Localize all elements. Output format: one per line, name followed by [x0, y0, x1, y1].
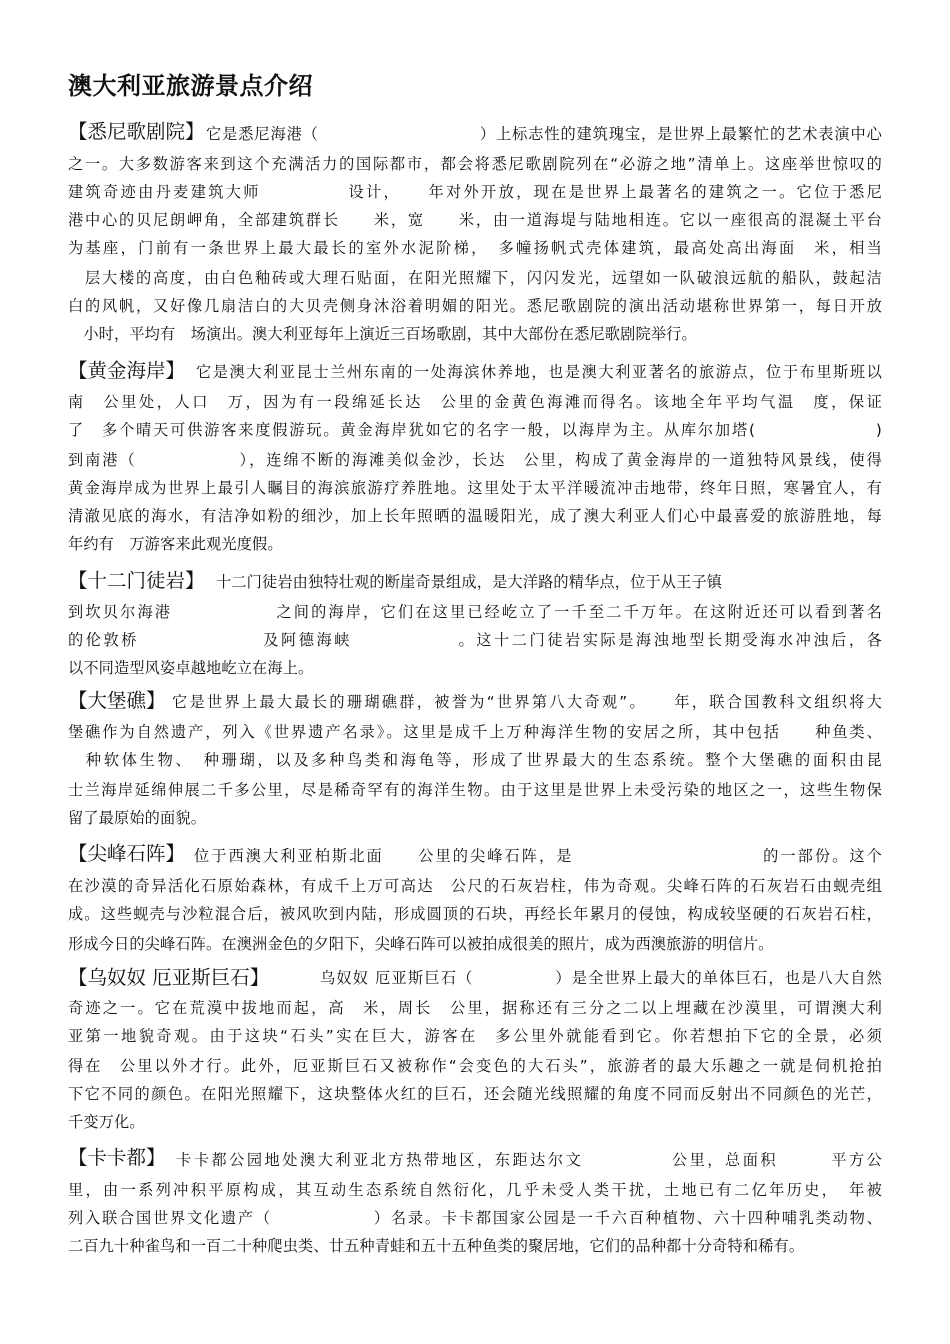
- paragraph-line: 种软体生物、 种珊瑚，以及多种鸟类和海龟等，形成了世界最大的生态系统。整个大堡礁的面积由昆: [68, 751, 882, 769]
- section-heading-pinnacles: 【尖峰石阵】: [68, 842, 186, 865]
- paragraph-line: 建筑奇迹由丹麦建筑大师 设计， 年对外开放，现在是世界上最著名的建筑之一。它位于悉尼: [68, 183, 882, 201]
- paragraph-line: 形成今日的尖峰石阵。在澳洲金色的夕阳下，尖峰石阵可以被拍成很美的照片，成为西澳旅游的明信片。: [68, 935, 774, 953]
- paragraph-line: 亚第一地貌奇观。由于这块“石头”实在巨大，游客在 多公里外就能看到它。你若想拍下它的全景，必须: [68, 1027, 882, 1045]
- paragraph-line: 千变万化。: [68, 1113, 145, 1131]
- section-heading-sydney-opera-house: 【悉尼歌剧院】: [68, 120, 205, 143]
- paragraph-line: 乌奴奴 厄亚斯巨石（ ）是全世界上最大的单体巨石，也是八大自然: [320, 969, 882, 987]
- paragraph-line: 它是悉尼海港（ ）上标志性的建筑瑰宝，是世界上最繁忙的艺术表演中心: [206, 125, 882, 143]
- paragraph-line: 下它不同的颜色。在阳光照耀下，这块整体火红的巨石，还会随光线照耀的角度不同而反射出不同颜色的光芒，: [68, 1085, 882, 1103]
- section-heading-great-barrier-reef: 【大堡礁】: [68, 689, 166, 712]
- paragraph-line: 留了最原始的面貌。: [68, 809, 207, 827]
- paragraph-line: 年约有 万游客来此观光度假。: [68, 535, 283, 553]
- document-title: 澳大利亚旅游景点介绍: [68, 72, 313, 100]
- paragraph-line: 它是世界上最大最长的珊瑚礁群，被誉为“世界第八大奇观”。 年，联合国教科文组织将大: [172, 693, 882, 711]
- paragraph-line: 位于西澳大利亚柏斯北面 公里的尖峰石阵，是 的一部份。这个: [194, 847, 882, 865]
- paragraph-line: 二百九十种雀鸟和一百二十种爬虫类、廿五种青蛙和五十五种鱼类的聚居地，它们的品种都十分奇特和稀有。: [68, 1237, 805, 1255]
- section-heading-gold-coast: 【黄金海岸】: [68, 359, 186, 382]
- paragraph-line: 奇迹之一。它在荒漠中拔地而起，高 米，周长 公里，据称还有三分之二以上埋藏在沙漠里，可谓澳大利: [68, 999, 882, 1017]
- paragraph-line: 以不同造型风姿卓越地屹立在海上。: [68, 659, 314, 677]
- paragraph-line: 小时，平均有 场演出。澳大利亚每年上演近三百场歌剧，其中大部份在悉尼歌剧院举行。: [68, 325, 697, 343]
- paragraph-line: 黄金海岸成为世界上最引人瞩目的海滨旅游疗养胜地。这里处于太平洋暖流冲击地带，终年日照，寒暑宜人，有: [68, 479, 882, 497]
- paragraph-line: 南 公里处，人口 万，因为有一段绵延长达 公里的金黄色海滩而得名。该地全年平均气温 度，保证: [68, 393, 882, 411]
- paragraph-line: 它是澳大利亚昆士兰州东南的一处海滨休养地，也是澳大利亚著名的旅游点，位于布里斯班以: [196, 363, 882, 381]
- paragraph-line: 得在 公里以外才行。此外，厄亚斯巨石又被称作“会变色的大石头”，旅游者的最大乐趣之一就是伺机抢拍: [68, 1057, 882, 1075]
- paragraph-line: 之一。大多数游客来到这个充满活力的国际都市，都会将悉尼歌剧院列在“必游之地”清单上。这座举世惊叹的: [68, 155, 882, 173]
- paragraph-line: 到南港（ ），连绵不断的海滩美似金沙，长达 公里，构成了黄金海岸的一道独特风景线，使得: [68, 451, 882, 469]
- paragraph-line: 里，由一系列冲积平原构成，其互动生态系统自然衍化，几乎未受人类干扰，土地已有二亿年历史， 年被: [68, 1181, 882, 1199]
- paragraph-line: 的伦敦桥 及阿德海峡 。这十二门徒岩实际是海浊地型长期受海水冲浊后，各: [68, 631, 882, 649]
- paragraph-line: 港中心的贝尼朗岬角，全部建筑群长 米，宽 米，由一道海堤与陆地相连。它以一座很高的混凝土平台: [68, 211, 882, 229]
- paragraph-line: 白的风帆，又好像几扇洁白的大贝壳侧身沐浴着明媚的阳光。悉尼歌剧院的演出活动堪称世界第一，每日开放: [68, 297, 882, 315]
- paragraph-line: 十二门徒岩由独特壮观的断崖奇景组成，是大洋路的精华点，位于从王子镇: [216, 573, 723, 591]
- section-heading-twelve-apostles: 【十二门徒岩】: [68, 569, 205, 592]
- paragraph-line: 卡卡都公园地处澳大利亚北方热带地区，东距达尔文 公里，总面积 平方公: [176, 1151, 882, 1169]
- paragraph-line: 堡礁作为自然遗产，列入《世界遗产名录》。这里是成千上万种海洋生物的安居之所，其中包括 种鱼类、: [68, 723, 882, 741]
- paragraph-line: 到坎贝尔海港 之间的海岸，它们在这里已经屹立了一千至二千万年。在这附近还可以看到著名: [68, 603, 882, 621]
- paragraph-line: 清澈见底的海水，有洁净如粉的细沙，加上长年照晒的温暖阳光，成了澳大利亚人们心中最喜爱的旅游胜地，每: [68, 507, 882, 525]
- paragraph-line: 在沙漠的奇异活化石原始森林，有成千上万可高达 公尺的石灰岩柱，伟为奇观。尖峰石阵的石灰岩石由蚬壳组: [68, 877, 882, 895]
- paragraph-line: 为基座，门前有一条世界上最大最长的室外水泥阶梯， 多幢扬帆式壳体建筑，最高处高出海面 米，相当: [68, 239, 882, 257]
- section-heading-kakadu: 【卡卡都】: [68, 1146, 166, 1169]
- paragraph-line: 层大楼的高度，由白色釉砖或大理石贴面，在阳光照耀下，闪闪发光，远望如一队破浪远航的船队，鼓起洁: [68, 269, 882, 287]
- paragraph-line: 了 多个晴天可供游客来度假游玩。黄金海岸犹如它的名字一般，以海岸为主。从库尔加塔( ): [68, 421, 882, 439]
- paragraph-line: 士兰海岸延绵伸展二千多公里，尽是稀奇罕有的海洋生物。由于这里是世界上未受污染的地区之一，这些生物保: [68, 781, 882, 799]
- paragraph-line: 成。这些蚬壳与沙粒混合后，被风吹到内陆，形成圆顶的石块，再经长年累月的侵蚀，构成较坚硬的石灰岩石柱，: [68, 905, 882, 923]
- section-heading-uluru: 【乌奴奴 厄亚斯巨石】: [68, 966, 270, 989]
- paragraph-line: 列入联合国世界文化遗产（ ）名录。卡卡都国家公园是一千六百种植物、六十四种哺乳类动物、: [68, 1209, 882, 1227]
